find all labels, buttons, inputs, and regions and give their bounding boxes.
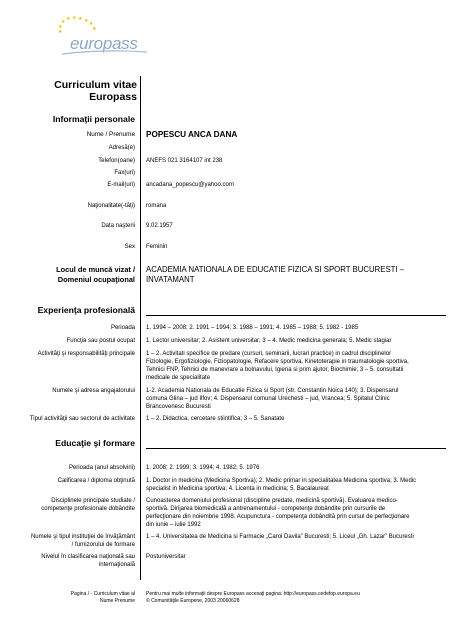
qualification-line: specialist in Medicina sportiva; 4. Licenta in medicina; 5. Bacalaureat	[146, 486, 329, 492]
email-label: E-mail(uri)	[107, 182, 135, 188]
job-value-line2: INVATAMANT	[146, 275, 195, 284]
edu-period-label: Perioada (anul absolvirii)	[68, 465, 135, 471]
activities-label: Activităţi şi responsabilităţi principale	[37, 351, 135, 357]
position-label: Funcţia sau postul ocupat	[66, 338, 135, 344]
level-label-line: internaţională	[98, 562, 135, 568]
section-education: Educaţie şi formare	[55, 438, 135, 448]
phone-value: ANEFS 021 3164107 int 238	[146, 158, 223, 164]
phone-label: Telefon(oane)	[98, 158, 135, 164]
logo-wordmark: europass	[70, 34, 138, 53]
subjects-line: din iunie – iulie 1992	[146, 522, 201, 528]
activities-line: 1 – 2. Activitati specifice de predare (cursuri, seminarii, lucrari practice) in cadrul disciplinelor	[146, 351, 392, 357]
activities-line: Fiziologie, Ergofiziologie, Fiziopatologie, Refacere sportiva, Kinetoterapie in traumatologie sportiva,	[146, 359, 409, 365]
section-personal-info: Informaţii personale	[52, 114, 135, 124]
eu-stars-icon: ★ ★ ★ ★ ★ ★ ★ ★ ★	[58, 15, 97, 35]
name-value: POPESCU ANCA DANA	[146, 130, 238, 139]
section-work-experience: Experienţa profesională	[37, 305, 135, 315]
section-separator	[146, 448, 446, 449]
footer-page-label: Pagina / - Curriculum vitae al	[70, 591, 135, 597]
employer-label: Numele şi adresa angajatorului	[52, 388, 135, 394]
position-value: 1. Lector universitar; 2. Asistent universitar; 3 – 4. Medic medicina generala; 5. Medic stagiar	[146, 338, 392, 344]
employer-line: Brancovenesc Bucuresti	[146, 404, 211, 410]
name-label: Nume / Prenume	[86, 131, 135, 138]
logo-swoosh-icon	[62, 50, 147, 55]
sector-label: Tipul activităţii sau sectorul de activitate	[29, 416, 135, 422]
job-label-line1: Locul de muncă vizat /	[56, 265, 135, 274]
qualification-label: Calificarea / diploma obţinută	[57, 478, 135, 484]
cv-title: Curriculum vitae	[54, 79, 137, 91]
nationality-label: Naţionalitate(-tăţi)	[87, 203, 135, 209]
job-value-line1: ACADEMIA NATIONALA DE EDUCATIE FIZICA SI SPORT BUCURESTI –	[146, 265, 405, 274]
birth-date-value: 9.02.1957	[146, 223, 173, 229]
sex-value: Feminin	[146, 244, 168, 250]
activities-line: Tehnici FNP, Tehnici de manevrare a bolnavului, Igiena si prim ajutor, Biochimie; 3 – 5. consultatii	[146, 367, 404, 373]
institution-label-line: / furnizorului de formare	[71, 542, 135, 548]
edu-period-value: 1. 2008; 2. 1999; 3. 1994; 4. 1982; 5. 1976	[146, 465, 260, 471]
employer-line: 1-2. Academia Nationala de Educatie Fizica si Sport (str. Constantin Noica 140); 3. Dispensarul	[146, 388, 399, 394]
work-period-label: Perioada	[110, 325, 135, 331]
subjects-line: perfecţionare din noiembrie 1998. Acupunctura - competenţa dobândită prin cursul de perfecţionare	[146, 514, 410, 520]
column-divider	[140, 76, 141, 580]
subjects-line: Cunoasterea domeniului profesional (discipline predate, medicină sportivă). Evaluarea medico-	[146, 498, 398, 504]
activities-line: medicale de specialitate	[146, 375, 211, 381]
institution-label-line: Numele şi tipul instituţiei de învăţământ	[30, 534, 135, 540]
employer-line: comuna Glina – jud Ilfov; 4. Dispensarul comunal Urechesti – jud, Vrancea; 5. Spitalul Clinic	[146, 396, 390, 402]
section-separator	[146, 315, 446, 316]
nationality-value: romana	[146, 203, 167, 209]
footer-info-link[interactable]: Pentru mai multe informaţii despre Europass accesaţi pagina: http://europass.cedefop.europa.eu	[146, 591, 360, 597]
address-label: Adresă(e)	[108, 145, 135, 151]
europass-logo	[56, 16, 146, 56]
email-value[interactable]: ancadana_popescu@yahoo.com	[146, 182, 234, 188]
work-period-value: 1. 1994 – 2008; 2. 1991 – 1994; 3. 1988 – 1991; 4. 1985 – 1988; 5. 1982 - 1985	[146, 325, 359, 331]
level-label-line: Nivelul în clasificarea naţională sau	[41, 554, 135, 560]
footer-name-label: Nume Prenume	[99, 598, 135, 604]
job-label-line2: Domeniul ocupaţional	[57, 275, 135, 284]
sex-label: Sex	[124, 244, 135, 250]
subjects-label-line: Disciplinele principale studiate /	[51, 498, 135, 504]
subjects-label-line: competenţe profesionale dobândite	[41, 506, 135, 512]
institution-value: 1 – 4. Universitatea de Medicina si Farmacie „Carol Davila” Bucuresti; 5. Liceul „Gh. Lazar” Bucuresti	[146, 534, 414, 540]
sector-value: 1 – 2. Didactica, cercetare stiintifica; 3 – 5. Sanatate	[146, 416, 285, 422]
cv-subtitle: Europass	[89, 91, 137, 103]
subjects-line: sportivă. Dirijarea biomedicală a antrenamentului - competenţe dobândite prin cursurile de	[146, 506, 386, 512]
footer-copyright: © Comunităţile Europene, 2003 20060628	[146, 598, 240, 604]
qualification-line: 1. Doctor in medicina (Medicina Sportiva); 2. Medic primar in specialitatea Medicina sportiva; 3. Medic	[146, 478, 417, 484]
fax-label: Fax(uri)	[114, 170, 135, 176]
birth-date-label: Data naşterii	[101, 223, 135, 229]
level-value: Postuniversitar	[146, 554, 186, 560]
